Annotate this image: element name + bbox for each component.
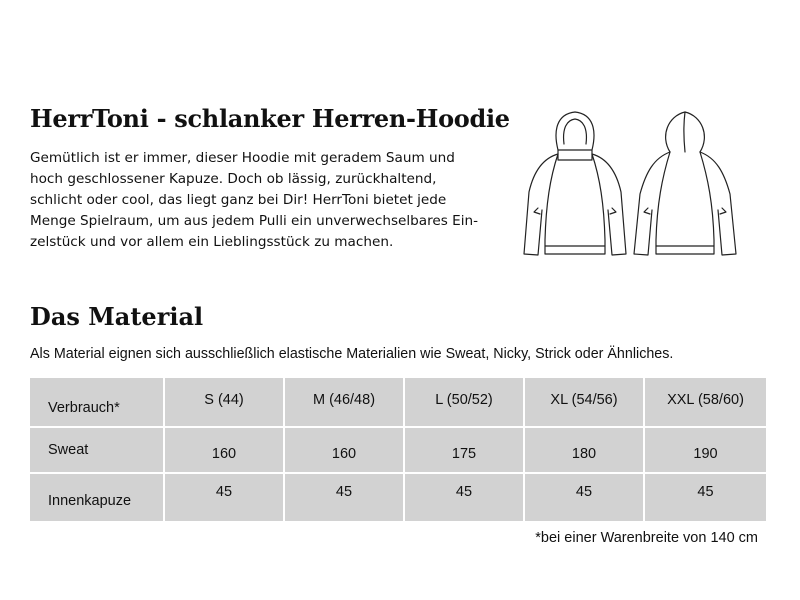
fabric-consumption-table	[30, 378, 766, 521]
table-header-size: L (50/52)	[405, 378, 525, 428]
table-cell: 160	[285, 428, 405, 474]
table-cell: 160	[165, 428, 285, 474]
table-header-size: S (44)	[165, 378, 285, 428]
table-header-size: XL (54/56)	[525, 378, 645, 428]
table-footnote: *bei einer Warenbreite von 140 cm	[535, 530, 758, 546]
table-header-size: XXL (58/60)	[645, 378, 766, 428]
table-cell: 45	[645, 474, 766, 521]
material-section-title: Das Material	[30, 302, 204, 331]
page-title: HerrToni - schlanker Herren-Hoodie	[30, 104, 510, 133]
table-header-label: Verbrauch*	[30, 378, 165, 428]
table-cell: 45	[165, 474, 285, 521]
table-header-size: M (46/48)	[285, 378, 405, 428]
table-cell: 180	[525, 428, 645, 474]
table-cell: 175	[405, 428, 525, 474]
intro-line: Menge Spielraum, um aus jedem Pulli ein unverwechselbares Ein-	[30, 213, 479, 229]
table-cell: 45	[525, 474, 645, 521]
intro-line: Gemütlich ist er immer, dieser Hoodie mit geradem Saum und	[30, 150, 455, 166]
table-row-label: Sweat	[30, 428, 165, 474]
intro-line: zelstück und vor allem ein Lieblingsstück zu machen.	[30, 234, 394, 250]
table-row-label: Innenkapuze	[30, 474, 165, 521]
material-description: Als Material eignen sich ausschließlich elastische Materialien wie Sweat, Nicky, Strick oder Ähnliches.	[30, 346, 674, 362]
hoodie-front-icon	[524, 112, 626, 255]
table-cell: 45	[285, 474, 405, 521]
hoodie-front-back-sketch-icon	[520, 108, 760, 260]
table-cell: 45	[405, 474, 525, 521]
intro-line: schlicht oder cool, das liegt ganz bei Dir! HerrToni bietet jede	[30, 192, 447, 208]
intro-paragraph	[30, 148, 530, 253]
hoodie-back-icon	[634, 112, 736, 255]
intro-line: hoch geschlossener Kapuze. Doch ob lässig, zurückhaltend,	[30, 171, 437, 187]
table-cell: 190	[645, 428, 766, 474]
